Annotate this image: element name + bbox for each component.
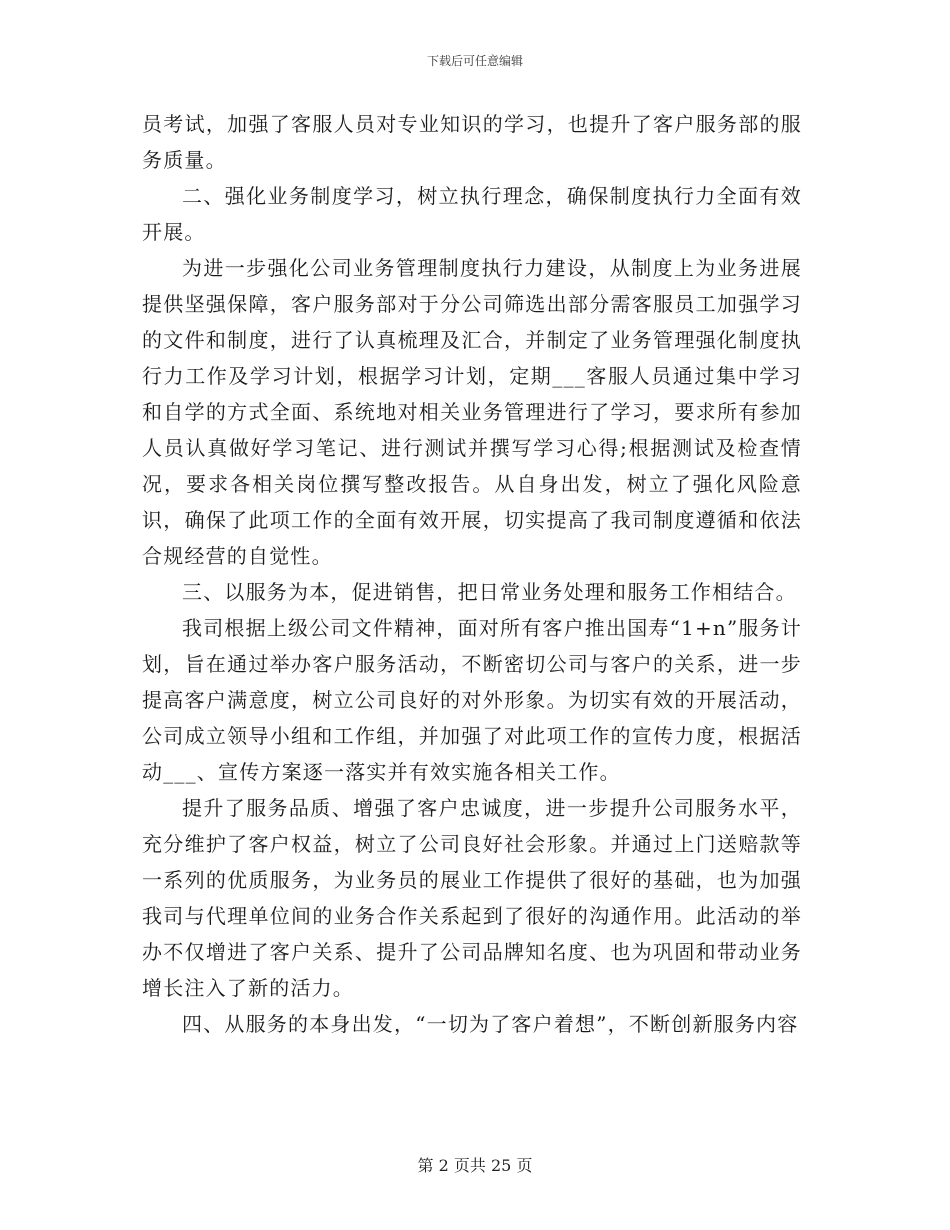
paragraph-continuation: 员考试，加强了客服人员对专业知识的学习，也提升了客户服务部的服务质量。 <box>142 112 802 172</box>
paragraph: 我司根据上级公司文件精神，面对所有客户推出国寿“1+n”服务计划，旨在通过举办客户服务活动，不断密切公司与客户的关系，进一步提高客户满意度，树立公司良好的对外形象。为切实有效的开展活动，公司成立领导小组和工作组，并加强了对此项工作的宣传力度，根据活动___、宣传方案逐一落实并有效实施各相关工作。 <box>142 616 803 784</box>
document-body <box>142 106 802 1042</box>
section-heading-2: 二、强化业务制度学习，树立执行理念，确保制度执行力全面有效开展。 <box>142 184 802 244</box>
paragraph: 提升了服务品质、增强了客户忠诚度，进一步提升公司服务水平，充分维护了客户权益，树立了公司良好社会形象。并通过上门送赔款等一系列的优质服务，为业务员的展业工作提供了很好的基础，也为加强我司与代理单位间的业务合作关系起到了很好的沟通作用。此活动的举办不仅增进了客户关系、提升了公司品牌知名度、也为巩固和带动业务增长注入了新的活力。 <box>142 796 802 1000</box>
paragraph: 为进一步强化公司业务管理制度执行力建设，从制度上为业务进展提供坚强保障，客户服务部对于分公司筛选出部分需客服员工加强学习的文件和制度，进行了认真梳理及汇合，并制定了业务管理强化制度执行力工作及学习计划，根据学习计划，定期___客服人员通过集中学习和自学的方式全面、系统地对相关业务管理进行了学习，要求所有参加人员认真做好学习笔记、进行测试并撰写学习心得;根据测试及检查情况，要求各相关岗位撰写整改报告。从自身出发，树立了强化风险意识，确保了此项工作的全面有效开展，切实提高了我司制度遵循和依法合规经营的自觉性。 <box>142 256 802 568</box>
section-heading-3: 三、以服务为本，促进销售，把日常业务处理和服务工作相结合。 <box>182 580 797 604</box>
section-heading-4: 四、从服务的本身出发，“一切为了客户着想”，不断创新服务内容 <box>182 1012 799 1036</box>
page-header: 下载后可任意编辑 <box>426 54 523 68</box>
page-number: 第 2 页共 25 页 <box>417 1156 533 1175</box>
